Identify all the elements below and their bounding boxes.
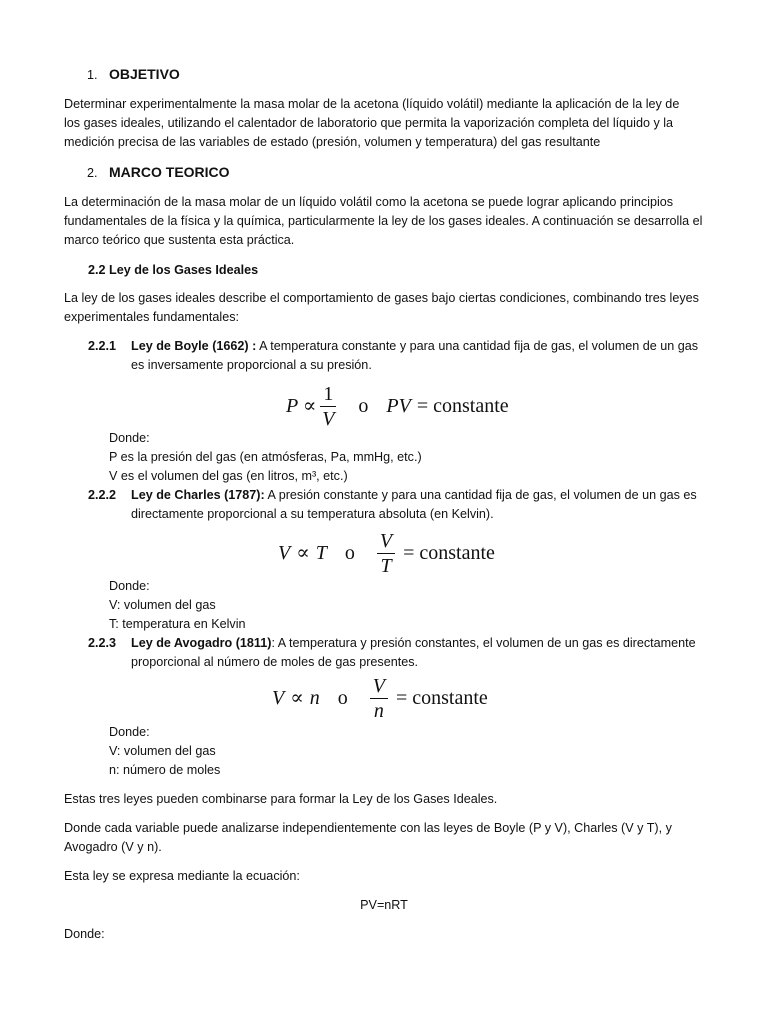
formula-separator: o [358,394,369,417]
formula-rhs: = constante [403,541,495,564]
donde-final: Donde: [64,927,105,941]
boyle-lead: Ley de Boyle (1662) : [131,339,257,353]
marco-teorico-paragraph [64,193,704,250]
section-1-title: OBJETIVO [109,66,180,82]
objective-paragraph [64,95,704,152]
formula-separator: o [344,541,355,564]
fraction-numerator: V [377,531,395,554]
charles-description [131,486,711,524]
boyle-line1: A temperatura constante y para una cantidad fija de gas, el volumen de un gas [256,339,699,353]
boyle-formula [286,384,509,428]
boyle-definitions [109,429,422,486]
charles-line1: A presión constante y para una cantidad fija de gas, el volumen de un gas es [264,488,697,502]
paragraph-line: La determinación de la masa molar de un líquido volátil como la acetona se puede lograr aplicando principios [64,195,674,209]
fraction-numerator: 1 [320,384,336,407]
avogadro-definitions [109,723,220,780]
analyze-paragraph [64,819,704,857]
paragraph-line: los gases ideales, utilizando el calentador de laboratorio que permita la vaporización completa del líquido y la [64,116,674,130]
fraction-denominator: T [380,554,392,577]
fraction-denominator: V [322,407,335,430]
donde-label: Donde: [109,579,150,593]
paragraph-line: medición precisa de las variables de estado (presión, volumen y temperatura) del gas resultante [64,135,601,149]
definition-line: n: número de moles [109,763,221,777]
boyle-line2: es inversamente proporcional a su presión. [131,358,372,372]
avogadro-line2: proporcional al número de moles de gas presentes. [131,655,419,669]
definition-line: V es el volumen del gas (en litros, m³, etc.) [109,469,348,483]
avogadro-formula [272,675,488,721]
paragraph-line: fundamentales de la física y la química, particularmente la ley de los gases ideales. A continuación se desarrolla el [64,214,703,228]
charles-formula [278,530,495,576]
charles-definitions [109,577,246,634]
fraction [320,384,336,429]
formula-var: n [309,686,320,709]
charles-number: 2.2.2 [88,488,117,502]
formula-operator: ∝ [290,686,304,709]
paragraph-line: Avogadro (V y n). [64,840,162,854]
section-2-number: 2. [87,166,98,180]
formula-separator: o [337,686,348,709]
paragraph-line: Determinar experimentalmente la masa molar de la acetona (líquido volátil) mediante la aplicación de la ley de [64,97,680,111]
formula-var: V [278,541,291,564]
express-paragraph: Esta ley se expresa mediante la ecuación: [64,869,300,883]
formula-var: T [315,541,327,564]
gases-ideales-paragraph [64,289,704,327]
paragraph-line: La ley de los gases ideales describe el comportamiento de gases bajo ciertas condiciones, combinando tres leyes [64,291,699,305]
formula-rhs-var: PV [386,394,411,417]
donde-label: Donde: [109,725,150,739]
section-2-title: MARCO TEORICO [109,164,230,180]
definition-line: V: volumen del gas [109,744,216,758]
fraction [370,676,388,721]
formula-lhs: P ∝ [286,394,317,417]
paragraph-line: marco teórico que sustenta esta práctica. [64,233,295,247]
formula-rhs: = constante [395,686,488,709]
avogadro-line1: : A temperatura y presión constantes, el volumen de un gas es directamente [271,636,696,650]
formula-rhs: = constante [416,394,509,417]
fraction-numerator: V [370,676,388,699]
paragraph-line: Donde cada variable puede analizarse independientemente con las leyes de Boyle (P y V), Charles (V y T), y [64,821,672,835]
formula-var: V [272,686,285,709]
donde-label: Donde: [109,431,150,445]
avogadro-description [131,634,711,672]
boyle-number: 2.2.1 [88,339,117,353]
charles-line2: directamente proporcional a su temperatura absoluta (en Kelvin). [131,507,494,521]
definition-line: V: volumen del gas [109,598,216,612]
fraction [377,531,395,576]
boyle-description [131,337,711,375]
fraction-denominator: n [373,699,384,722]
subsection-2-2-title: 2.2 Ley de los Gases Ideales [88,263,259,277]
avogadro-lead: Ley de Avogadro (1811) [131,636,272,650]
paragraph-line: experimentales fundamentales: [64,310,240,324]
charles-lead: Ley de Charles (1787): [131,488,265,502]
combine-paragraph: Estas tres leyes pueden combinarse para formar la Ley de los Gases Ideales. [64,792,498,806]
ideal-gas-equation: PV=nRT [360,898,408,912]
definition-line: T: temperatura en Kelvin [109,617,246,631]
section-1-number: 1. [87,68,98,82]
avogadro-number: 2.2.3 [88,636,117,650]
definition-line: P es la presión del gas (en atmósferas, Pa, mmHg, etc.) [109,450,422,464]
formula-operator: ∝ [296,541,310,564]
